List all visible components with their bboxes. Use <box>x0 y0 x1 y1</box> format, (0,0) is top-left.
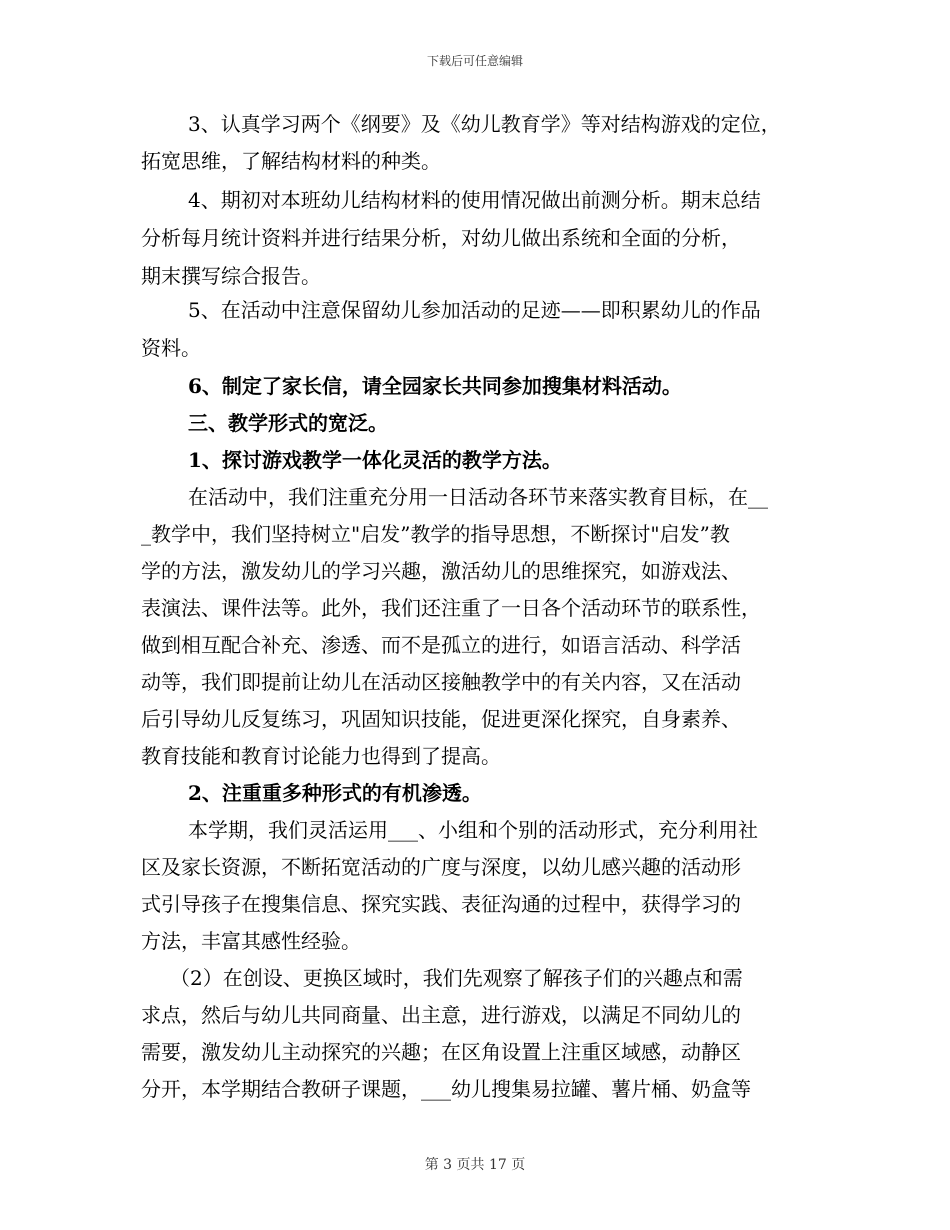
page-header: 下载后可任意编辑 <box>426 54 523 68</box>
subsection-heading: 2、注重重多种形式的有机渗透。 <box>188 781 482 805</box>
text-line: （2）在创设、更换区域时，我们先观察了解孩子们的兴趣点和需 <box>170 966 743 990</box>
text-line: 表演法、课件法等。此外，我们还注重了一日各个活动环节的联系性， <box>141 596 761 620</box>
subsection-heading: 1、探讨游戏教学一体化灵活的教学方法。 <box>188 448 562 472</box>
text-line: 资料。 <box>141 336 201 360</box>
text-line: 区及家长资源，不断拓宽活动的广度与深度，以幼儿感兴趣的活动形 <box>141 855 741 879</box>
bold-heading: 6、制定了家长信，请全园家长共同参加搜集材料活动。 <box>188 374 682 398</box>
text-line: 分开，本学期结合教研子课题，___幼儿搜集易拉罐、薯片桶、奶盒等 <box>141 1077 751 1101</box>
text-line: 拓宽思维，了解结构材料的种类。 <box>141 149 441 173</box>
text-line: 动等，我们即提前让幼儿在活动区接触教学中的有关内容，又在活动 <box>141 670 741 694</box>
text-line: 做到相互配合补充、渗透、而不是孤立的进行，如语言活动、科学活 <box>141 633 741 657</box>
page-footer: 第 3 页共 17 页 <box>424 1157 526 1173</box>
text-line: 需要，激发幼儿主动探究的兴趣；在区角设置上注重区域感，动静区 <box>141 1040 741 1064</box>
text-line: 3、认真学习两个《纲要》及《幼儿教育学》等对结构游戏的定位， <box>188 112 781 136</box>
section-heading: 三、教学形式的宽泛。 <box>188 411 388 435</box>
text-line: 学的方法，激发幼儿的学习兴趣，激活幼儿的思维探究，如游戏法、 <box>141 559 741 583</box>
text-line: 求点，然后与幼儿共同商量、出主意，进行游戏，以满足不同幼儿的 <box>141 1003 741 1027</box>
text-line: 期末撰写综合报告。 <box>141 264 321 288</box>
text-line: 教育技能和教育讨论能力也得到了提高。 <box>141 744 501 768</box>
text-line: 方法，丰富其感性经验。 <box>141 929 361 953</box>
text-line: 4、期初对本班幼儿结构材料的使用情况做出前测分析。期末总结 <box>188 188 761 212</box>
text-line: 5、在活动中注意保留幼儿参加活动的足迹——即积累幼儿的作品 <box>188 298 761 322</box>
text-line: 式引导孩子在搜集信息、探究实践、表征沟通的过程中，获得学习的 <box>141 892 741 916</box>
text-line: 后引导幼儿反复练习，巩固知识技能，促进更深化探究，自身素养、 <box>141 707 741 731</box>
text-line: 分析每月统计资料并进行结果分析，对幼儿做出系统和全面的分析， <box>141 226 741 250</box>
text-line: 在活动中，我们注重充分用一日活动各环节来落实教育目标，在__ <box>188 485 768 509</box>
text-line: 本学期，我们灵活运用___、小组和个别的活动形式，充分利用社 <box>188 818 758 842</box>
text-line: _教学中，我们坚持树立"启发”教学的指导思想，不断探讨"启发”教 <box>141 522 730 546</box>
